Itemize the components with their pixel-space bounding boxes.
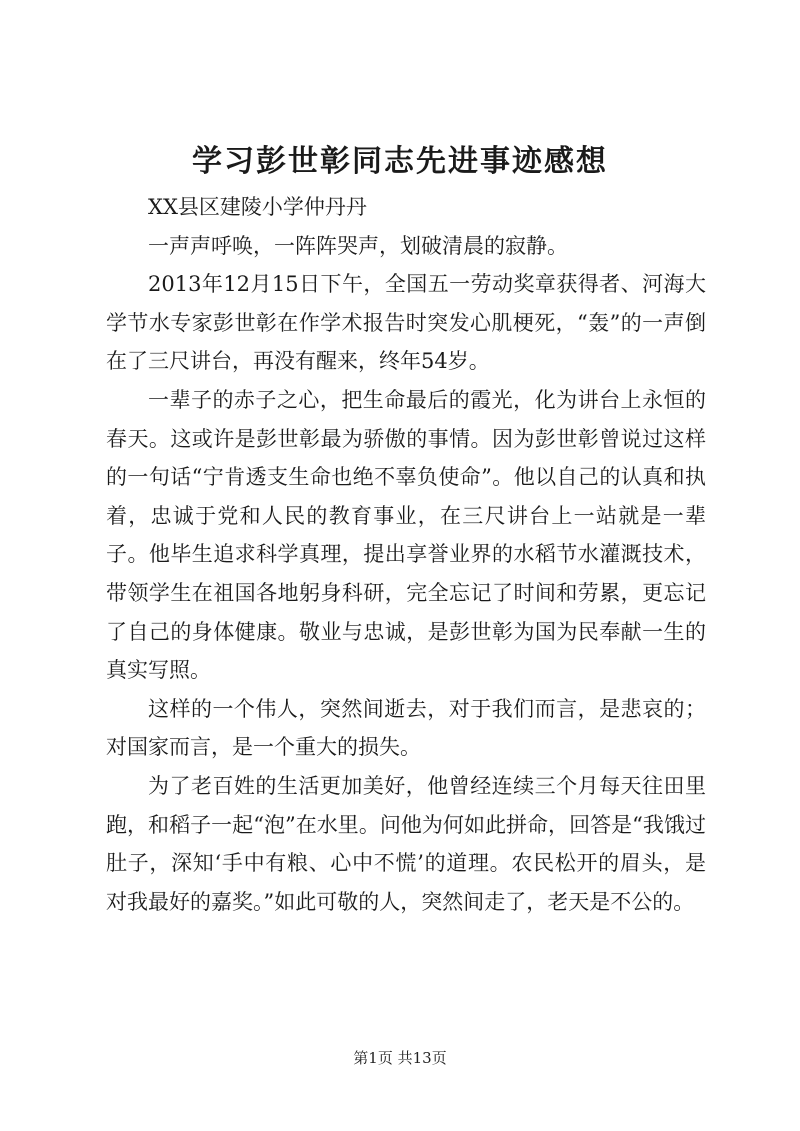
paragraph: 2013年12月15日下午，全国五一劳动奖章获得者、河海大学节水专家彭世彰在作学术报告时突发心肌梗死，“轰”的一声倒在了三尺讲台，再没有醒来，终年54岁。 <box>106 272 706 374</box>
page-footer <box>0 1047 800 1068</box>
document-body <box>106 188 706 921</box>
paragraph: 一辈子的赤子之心，把生命最后的霞光，化为讲台上永恒的春天。这或许是彭世彰最为骄傲的事情。因为彭世彰曾说过这样的一句话“宁肯透支生命也绝不辜负使命”。他以自己的认真和执着，忠诚于党和人民的教育事业，在三尺讲台上一站就是一辈子。他毕生追求科学真理，提出享誉业界的水稻节水灌溉技术，带领学生在祖国各地躬身科研，完全忘记了时间和劳累，更忘记了自己的身体健康。敬业与忠诚，是彭世彰为国为民奉献一生的真实写照。 <box>106 387 706 683</box>
author-line: XX县区建陵小学仲丹丹 <box>148 195 367 219</box>
document-title: 学习彭世彰同志先进事迹感想 <box>192 144 608 179</box>
paragraph: 为了老百姓的生活更加美好，他曾经连续三个月每天往田里跑，和稻子一起“泡”在水里。问他为何如此拼命，回答是“我饿过肚子，深知‘手中有粮、心中不慌’的道理。农民松开的眉头，是对我最好的嘉奖。”如此可敬的人，突然间走了，老天是不公的。 <box>106 773 706 914</box>
paragraph: 这样的一个伟人，突然间逝去，对于我们而言，是悲哀的；对国家而言，是一个重大的损失。 <box>106 696 706 760</box>
paragraph: 一声声呼唤，一阵阵哭声，划破清晨的寂静。 <box>148 233 568 258</box>
page-number-text: 第1页 共13页 <box>353 1049 447 1067</box>
